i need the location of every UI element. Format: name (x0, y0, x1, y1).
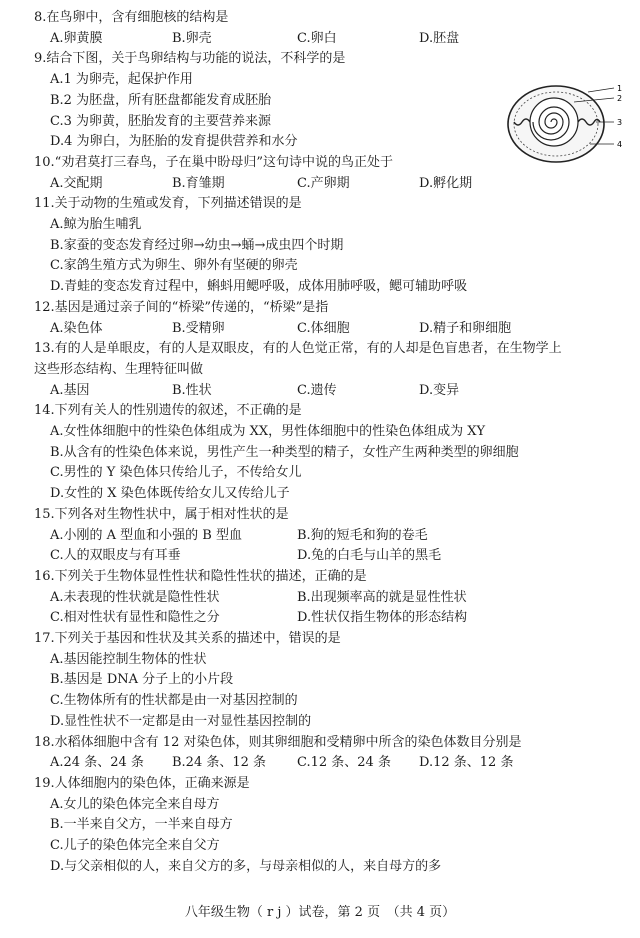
option-row (0, 588, 640, 608)
question-stem: 13.有的人是单眼皮，有的人是双眼皮，有的人色觉正常，有的人却是色盲患者，在生物学上 (34, 341, 562, 357)
option-row (0, 319, 640, 339)
question-stem: 15.下列各对生物性状中，属于相对性状的是 (34, 506, 289, 522)
option-row (0, 526, 640, 546)
figure-label-1: 1 (617, 84, 623, 93)
answer-option: D.精子和卵细胞 (419, 320, 512, 336)
answer-option: D.4 为卵白，为胚胎的发育提供营养和水分 (50, 134, 298, 150)
answer-option: A.女性体细胞中的性染色体组成为 XX，男性体细胞中的性染色体组成为 XY (50, 424, 486, 439)
answer-option: B.家蚕的变态发育经过卵→幼虫→蛹→成虫四个时期 (50, 237, 344, 253)
answer-option: C.家鸽生殖方式为卵生、卵外有坚硬的卵壳 (50, 258, 298, 274)
answer-option: D.兔的白毛与山羊的黑毛 (297, 548, 442, 564)
answer-option: B.24 条、12 条 (172, 755, 267, 771)
answer-option: D.胚盘 (419, 30, 460, 46)
figure-label-2: 2 (617, 94, 623, 103)
answer-option: D.12 条、12 条 (419, 755, 514, 771)
question-stem: 10.“劝君莫打三春鸟，子在巢中盼母归”这句诗中说的鸟正处于 (34, 154, 393, 170)
option-row (0, 29, 640, 49)
question-stem: 12.基因是通过亲子间的“桥梁”传递的，“桥梁”是指 (34, 299, 329, 315)
answer-option: C.产卵期 (297, 175, 350, 191)
answer-option: D.与父亲相似的人，来自父方的多，与母亲相似的人，来自母方的多 (50, 858, 442, 874)
answer-option: C.生物体所有的性状都是由一对基因控制的 (50, 693, 298, 709)
page-footer: 八年级生物（ r j ）试卷，第 2 页 （共 4 页） (184, 905, 456, 920)
answer-option: C.人的双眼皮与有耳垂 (50, 548, 181, 564)
option-row (0, 174, 640, 194)
answer-option: A.卵黄膜 (50, 30, 103, 46)
answer-option: D.显性性状不一定都是由一对显性基因控制的 (50, 713, 312, 729)
figure-label-3: 3 (617, 118, 623, 127)
answer-option: D.孵化期 (419, 175, 473, 191)
question-stem: 11.关于动物的生殖或发育，下列描述错误的是 (34, 196, 302, 212)
answer-option: B.从含有的性染色体来说，男性产生一种类型的精子，女性产生两种类型的卵细胞 (50, 444, 519, 460)
question-stem: 17.下列关于基因和性状及其关系的描述中，错误的是 (34, 631, 341, 646)
question-stem: 19.人体细胞内的染色体，正确来源是 (34, 775, 250, 791)
answer-option: B.一半来自父方，一半来自母方 (50, 817, 233, 833)
answer-option: B.2 为胚盘，所有胚盘都能发育成胚胎 (50, 92, 272, 108)
option-row (0, 753, 640, 773)
answer-option: B.育雏期 (172, 175, 225, 191)
option-row (0, 608, 640, 628)
answer-option: A.染色体 (50, 320, 103, 336)
answer-option: B.出现频率高的就是显性性状 (297, 589, 467, 605)
option-row (0, 381, 640, 401)
answer-option: C.3 为卵黄，胚胎发育的主要营养来源 (50, 113, 272, 129)
answer-option: A.基因能控制生物体的性状 (50, 651, 207, 667)
question-stem: 16.下列关于生物体显性性状和隐性性状的描述，正确的是 (34, 568, 367, 584)
answer-option: C.遗传 (297, 382, 337, 398)
question-stem: 这些形态结构、生理特征叫做 (34, 361, 204, 377)
answer-option: D.性状仅指生物体的形态结构 (297, 610, 468, 626)
answer-option: C.相对性状有显性和隐性之分 (50, 610, 220, 626)
answer-option: D.女性的 X 染色体既传给女儿又传给儿子 (50, 486, 290, 502)
answer-option: A.基因 (50, 382, 90, 398)
answer-option: B.性状 (172, 382, 212, 398)
answer-option: A.1 为卵壳，起保护作用 (50, 72, 193, 88)
answer-option: B.基因是 DNA 分子上的小片段 (50, 672, 234, 688)
answer-option: D.青蛙的变态发育过程中，蝌蚪用鳃呼吸，成体用肺呼吸，鳃可辅助呼吸 (50, 279, 468, 295)
answer-option: D.变异 (419, 382, 460, 398)
answer-option: C.儿子的染色体完全来自父方 (50, 838, 220, 853)
answer-option: B.卵壳 (172, 30, 212, 46)
figure-label-4: 4 (617, 140, 623, 149)
answer-option: B.受精卵 (172, 320, 225, 336)
question-stem: 18.水稻体细胞中含有 12 对染色体，则其卵细胞和受精卵中所含的染色体数目分别是 (34, 734, 522, 750)
question-stem: 14.下列有关人的性别遗传的叙述，不正确的是 (34, 403, 302, 419)
answer-option: A.24 条、24 条 (50, 755, 144, 771)
answer-option: B.狗的短毛和狗的卷毛 (297, 527, 428, 543)
answer-option: A.交配期 (50, 175, 103, 191)
answer-option: A.未表现的性状就是隐性性状 (50, 589, 220, 605)
answer-option: C.12 条、24 条 (297, 755, 391, 771)
option-row (0, 546, 640, 566)
answer-option: C.体细胞 (297, 320, 350, 336)
answer-option: C.男性的 Y 染色体只传给儿子，不传给女儿 (50, 465, 302, 481)
answer-option: A.鲸为胎生哺乳 (50, 217, 142, 232)
egg-yolk (530, 98, 578, 146)
question-stem: 9.结合下图，关于鸟卵结构与功能的说法，不科学的是 (34, 51, 346, 67)
question-stem: 8.在鸟卵中，含有细胞核的结构是 (34, 10, 229, 25)
answer-option: A.女儿的染色体完全来自母方 (50, 796, 220, 812)
answer-option: A.小刚的 A 型血和小强的 B 型血 (50, 527, 242, 543)
answer-option: C.卵白 (297, 30, 337, 46)
egg-structure-diagram-icon (504, 78, 628, 168)
